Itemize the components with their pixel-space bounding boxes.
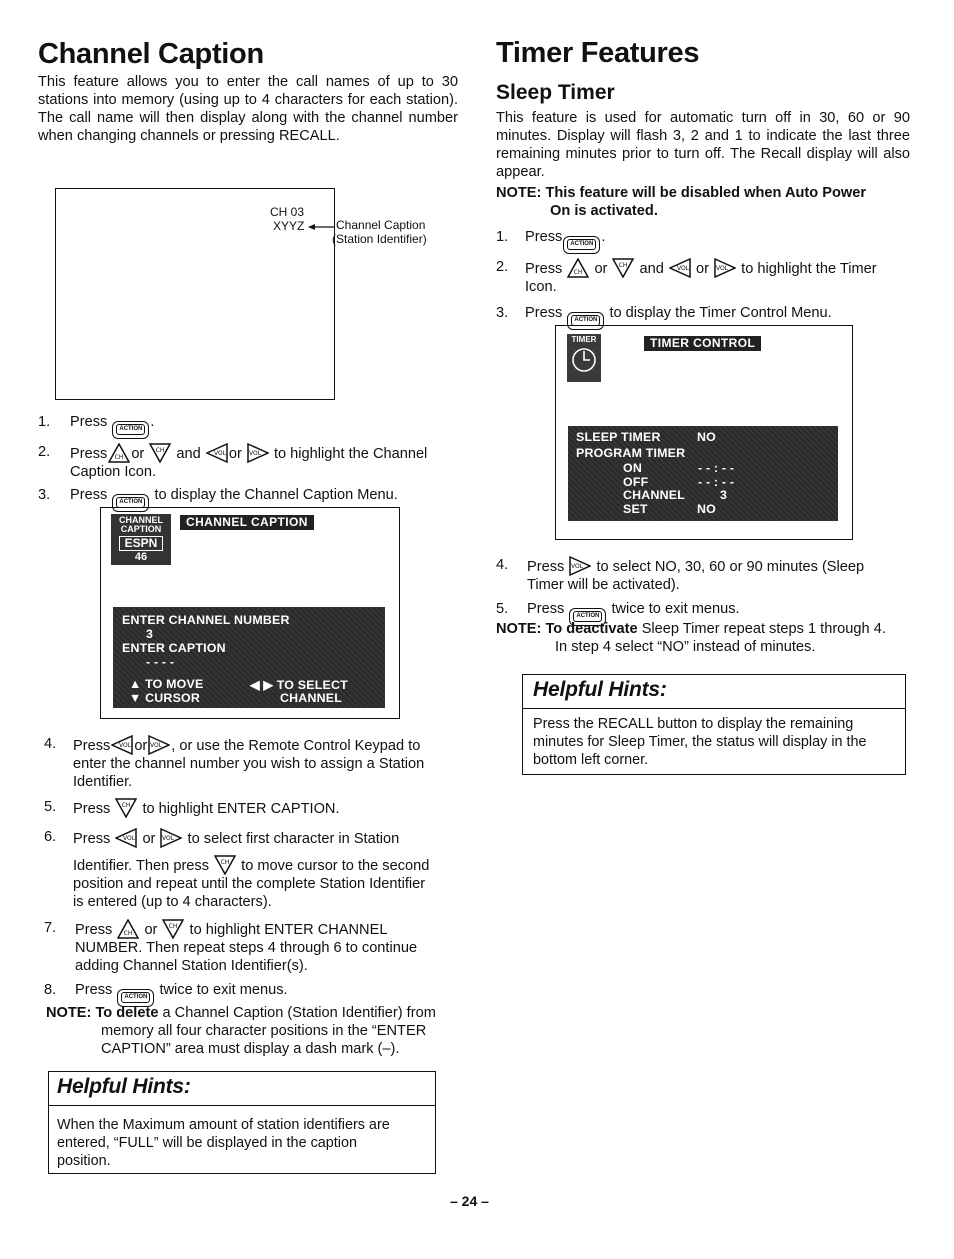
timer-features-title: Timer Features: [496, 37, 700, 69]
ch-up-icon: [108, 443, 130, 463]
channel-caption-menu-icon: CHANNEL CAPTION ESPN 46: [111, 514, 171, 565]
move-up-icon: ▲: [129, 677, 142, 691]
vol-right-icon: [247, 443, 269, 463]
ch-down-icon: [612, 258, 634, 278]
action-button-icon: ACTION: [112, 494, 149, 512]
page-number: – 24 –: [450, 1193, 489, 1209]
action-button-icon: ACTION: [112, 421, 149, 439]
vol-right-icon: [569, 556, 591, 576]
vol-right-icon: [714, 258, 736, 278]
sleep-timer-intro: This feature is used for automatic turn off in 30, 60 or 90 minutes. Display will flash 3, 2 and 1 to indicate the last three remaining minutes prior to turn off. The Recall display will also appear.: [496, 110, 910, 180]
action-button-icon: ACTION: [117, 989, 154, 1007]
ch-down-icon: [162, 919, 184, 939]
channel-caption-note: NOTE: To delete a Channel Caption (Station Identifier) from memory all four character positions in the “ENTER CAPTION” area must display a dash mark (–).: [46, 1005, 436, 1057]
diagram-callout-arrow-icon: [306, 222, 336, 232]
diagram-ch-label: CH 03: [270, 205, 305, 219]
ch-down-icon: [214, 855, 236, 875]
diagram-callout-line2: (Station Identifier): [332, 232, 427, 246]
channel-caption-title: Channel Caption: [38, 38, 264, 70]
action-button-icon: ACTION: [567, 312, 604, 330]
sleep-timer-subtitle: Sleep Timer: [496, 81, 615, 104]
ch-down-icon: [149, 443, 171, 463]
action-button-icon: ACTION: [563, 236, 600, 254]
action-button-icon: ACTION: [569, 608, 606, 626]
ch-up-icon: [117, 919, 139, 939]
hints-title: Helpful Hints:: [57, 1075, 191, 1098]
vol-right-icon: [160, 828, 182, 848]
hints-text: Press the RECALL button to display the remaining minutes for Sleep Timer, the status will display in the bottom left corner.: [533, 716, 867, 768]
sleep-timer-deactivate-note: NOTE: To deactivate Sleep Timer repeat steps 1 through 4. In step 4 select “NO” instead of minutes.: [496, 621, 886, 655]
diagram-id-label: XYYZ: [273, 219, 305, 233]
ch-up-icon: [567, 258, 589, 278]
vol-right-icon: [148, 735, 170, 755]
timer-control-menu-title: TIMER CONTROL: [644, 336, 761, 351]
channel-caption-hints: [48, 1071, 436, 1174]
sleep-timer-hints: [522, 674, 906, 775]
hints-title: Helpful Hints:: [533, 678, 667, 701]
ch-down-icon: [115, 798, 137, 818]
channel-caption-menu-title: CHANNEL CAPTION: [180, 515, 314, 530]
sleep-timer-note: NOTE: This feature will be disabled when Auto Power On is activated.: [496, 185, 867, 219]
vol-left-icon: [111, 735, 133, 755]
vol-left-icon: [115, 828, 137, 848]
select-arrows-icon: ◀ ▶: [250, 678, 274, 692]
vol-left-icon: [206, 443, 228, 463]
timer-menu-icon: TIMER: [567, 334, 601, 382]
timer-control-menu-panel: SLEEP TIMER NO PROGRAM TIMER ON - - : - - OFF - - : - - CHANNEL 3 SET NO: [568, 426, 838, 521]
channel-caption-intro: This feature allows you to enter the call names of up to 30 stations into memory (using up to 4 characters for each station). The call name will then display along with the channel number when changing channels or pressing RECALL.: [38, 74, 458, 144]
move-down-icon: ▼: [129, 691, 142, 705]
vol-left-icon: [669, 258, 691, 278]
hints-text: When the Maximum amount of station identifiers are entered, “FULL” will be displayed in the caption position.: [57, 1117, 390, 1169]
channel-caption-menu-panel: ENTER CHANNEL NUMBER 3 ENTER CAPTION - - - - ▲ TO MOVE ▼ CURSOR ◀ ▶ TO SELECT CHANNEL: [113, 607, 385, 708]
clock-icon: [570, 346, 598, 374]
diagram-callout-line1: Channel Caption: [336, 218, 426, 232]
